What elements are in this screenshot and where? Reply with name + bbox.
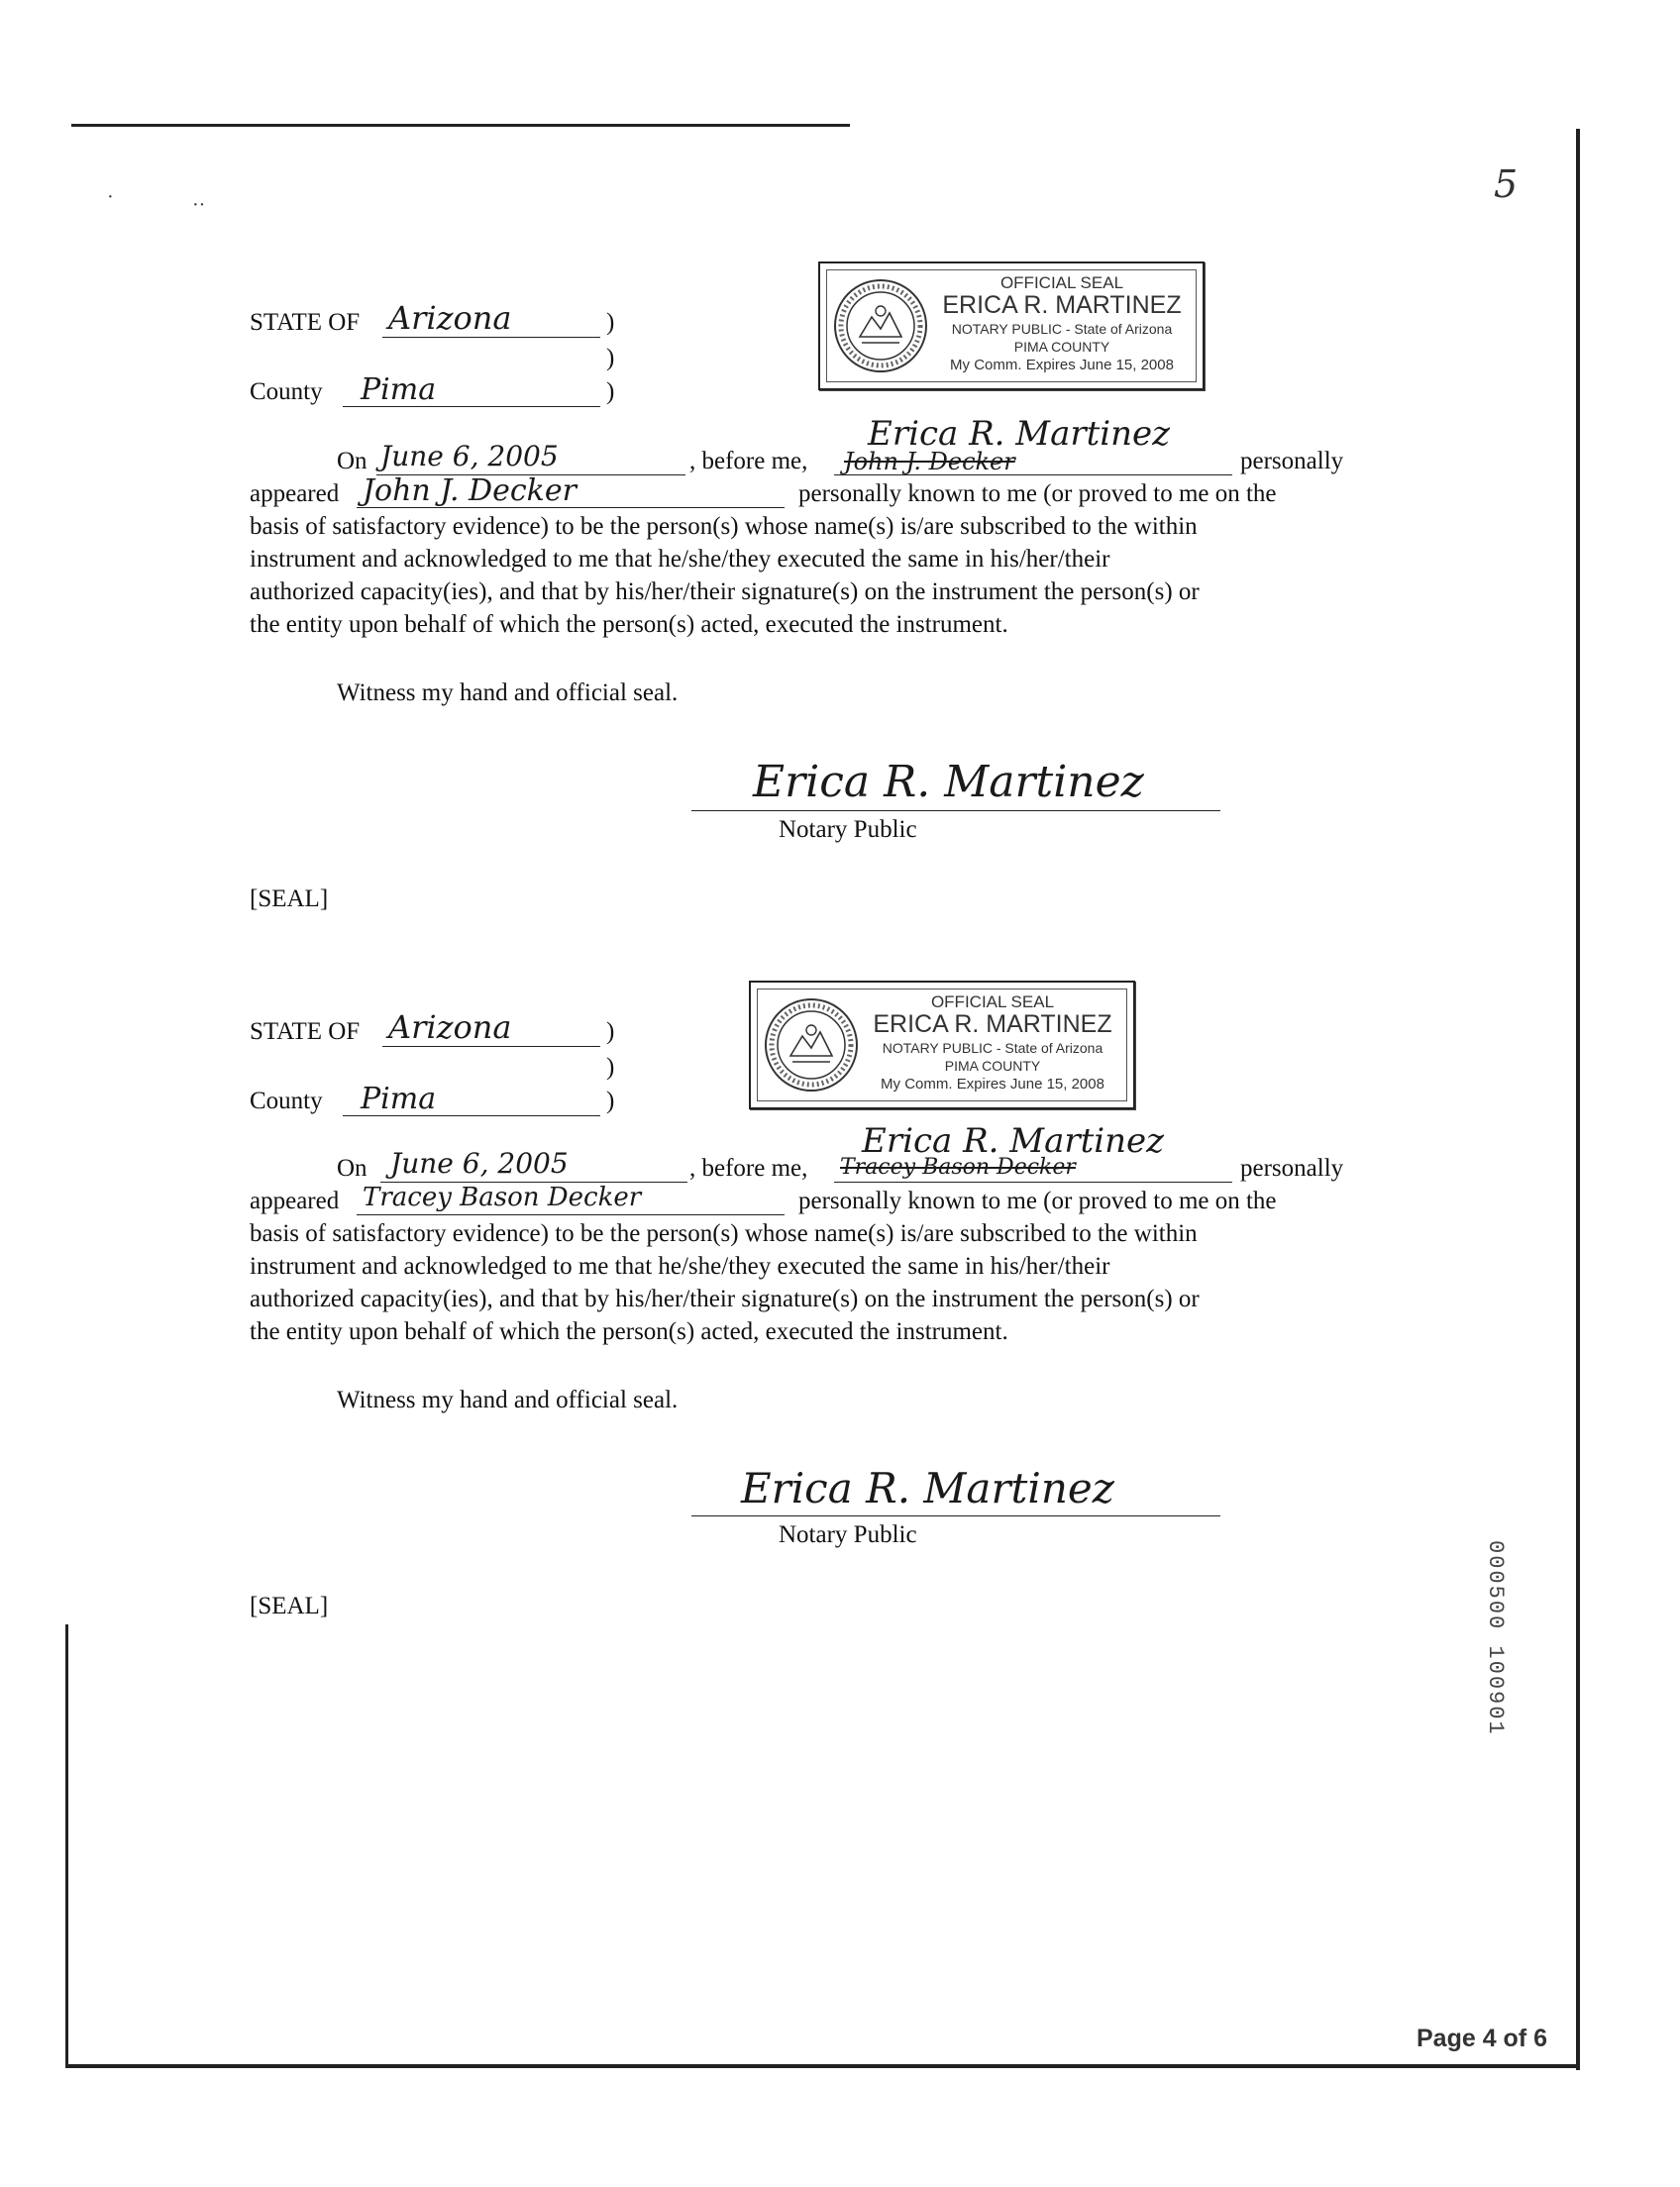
seal-line-official: OFFICIAL SEAL: [930, 992, 1055, 1011]
bracket: ): [606, 1054, 615, 1081]
seal-placeholder-label: [SEAL]: [250, 885, 329, 912]
recording-number: 000500 100901: [1483, 1540, 1508, 1736]
county-underline: [343, 406, 600, 407]
notary-public-label: Notary Public: [779, 816, 917, 843]
notary-name-handwritten: Erica R. Martinez: [868, 414, 1171, 454]
state-value: Arizona: [388, 1008, 512, 1046]
body-line-6: the entity upon behalf of which the person(s) acted, executed the instrument.: [250, 1318, 1008, 1345]
state-underline: [382, 1046, 600, 1047]
body-line-5: authorized capacity(ies), and that by his/her/their signature(s) on the instrument the person(s) or: [250, 578, 1200, 605]
county-label: County: [250, 378, 323, 405]
on-label: On: [337, 448, 368, 474]
page-number: Page 4 of 6: [1417, 2025, 1547, 2052]
on-label: On: [337, 1155, 368, 1182]
body-line-3: basis of satisfactory evidence) to be the person(s) whose name(s) is/are subscribed to the within: [250, 513, 1198, 540]
struck-name: John J. Decker: [844, 448, 1015, 475]
witness-text: Witness my hand and official seal.: [337, 1387, 679, 1413]
appeared-name-handwritten: John J. Decker: [363, 473, 577, 508]
state-seal-emblem-icon: [763, 996, 860, 1094]
state-of-label: STATE OF: [250, 309, 361, 336]
appeared-label: appeared: [250, 480, 340, 507]
seal-line-name: ERICA R. MARTINEZ: [873, 1010, 1112, 1038]
body-line-2: personally known to me (or proved to me on the: [798, 480, 1277, 507]
seal-line-name: ERICA R. MARTINEZ: [942, 291, 1182, 319]
body-line-6: the entity upon behalf of which the person(s) acted, executed the instrument.: [250, 611, 1008, 638]
county-underline: [343, 1115, 600, 1116]
body-line-4: instrument and acknowledged to me that he/she/they executed the same in his/her/their: [250, 1253, 1110, 1280]
date-value: June 6, 2005: [390, 1147, 569, 1180]
notary-signature: Erica R. Martinez: [753, 757, 1144, 807]
scan-speck: ··: [192, 194, 206, 216]
bracket: ): [606, 378, 615, 405]
bracket: ): [606, 309, 615, 336]
body-line-4: instrument and acknowledged to me that he/she/they executed the same in his/her/their: [250, 546, 1110, 573]
appeared-underline: [357, 1214, 785, 1215]
bracket: ): [606, 345, 615, 371]
before-me-text: , before me,: [689, 1155, 808, 1182]
top-rule: [71, 124, 850, 127]
date-value: June 6, 2005: [380, 440, 559, 472]
seal-line-official: OFFICIAL SEAL: [999, 273, 1124, 292]
bracket: ): [606, 1088, 615, 1114]
left-border: [65, 1624, 68, 2066]
witness-text: Witness my hand and official seal.: [337, 679, 679, 706]
seal-line-expires: My Comm. Expires June 15, 2008: [881, 1076, 1104, 1093]
notary-underline: [834, 1182, 1232, 1183]
county-value: Pima: [361, 1082, 437, 1116]
appeared-underline: [357, 507, 785, 508]
appeared-name-handwritten: Tracey Bason Decker: [363, 1183, 642, 1212]
county-value: Pima: [361, 372, 437, 407]
state-underline: [382, 337, 600, 338]
seal-line-expires: My Comm. Expires June 15, 2008: [950, 357, 1174, 373]
seal-line-notary: NOTARY PUBLIC - State of Arizona: [882, 1040, 1103, 1056]
notary-signature: Erica R. Martinez: [741, 1464, 1114, 1512]
body-line-2: personally known to me (or proved to me on the: [798, 1188, 1277, 1214]
body-line-5: authorized capacity(ies), and that by his/her/their signature(s) on the instrument the person(s) or: [250, 1286, 1200, 1312]
county-label: County: [250, 1088, 323, 1114]
official-seal-stamp: [749, 981, 1135, 1109]
notary-public-label: Notary Public: [779, 1521, 917, 1548]
handwritten-page-marker: 5: [1494, 162, 1519, 206]
seal-placeholder-label: [SEAL]: [250, 1593, 329, 1619]
signature-line: [691, 810, 1220, 811]
body-line-3: basis of satisfactory evidence) to be the person(s) whose name(s) is/are subscribed to the within: [250, 1220, 1198, 1247]
before-me-text: , before me,: [689, 448, 808, 474]
seal-line-notary: NOTARY PUBLIC - State of Arizona: [951, 321, 1173, 337]
notary-name-handwritten: Erica R. Martinez: [862, 1121, 1165, 1161]
personally-text: personally: [1240, 448, 1344, 474]
state-seal-emblem-icon: [832, 277, 929, 374]
state-of-label: STATE OF: [250, 1018, 361, 1045]
seal-line-county: PIMA COUNTY: [944, 1058, 1041, 1074]
state-value: Arizona: [388, 299, 512, 337]
notary-underline: [834, 474, 1232, 475]
signature-line: [691, 1515, 1220, 1516]
bracket: ): [606, 1018, 615, 1045]
right-border: [1576, 129, 1580, 2070]
personally-text: personally: [1240, 1155, 1344, 1182]
bottom-border: [65, 2064, 1579, 2068]
official-seal-stamp: [818, 261, 1205, 390]
appeared-label: appeared: [250, 1188, 340, 1214]
struck-name: Tracey Bason Decker: [840, 1155, 1076, 1180]
seal-line-county: PIMA COUNTY: [1013, 339, 1110, 355]
scan-speck: ·: [107, 186, 114, 208]
